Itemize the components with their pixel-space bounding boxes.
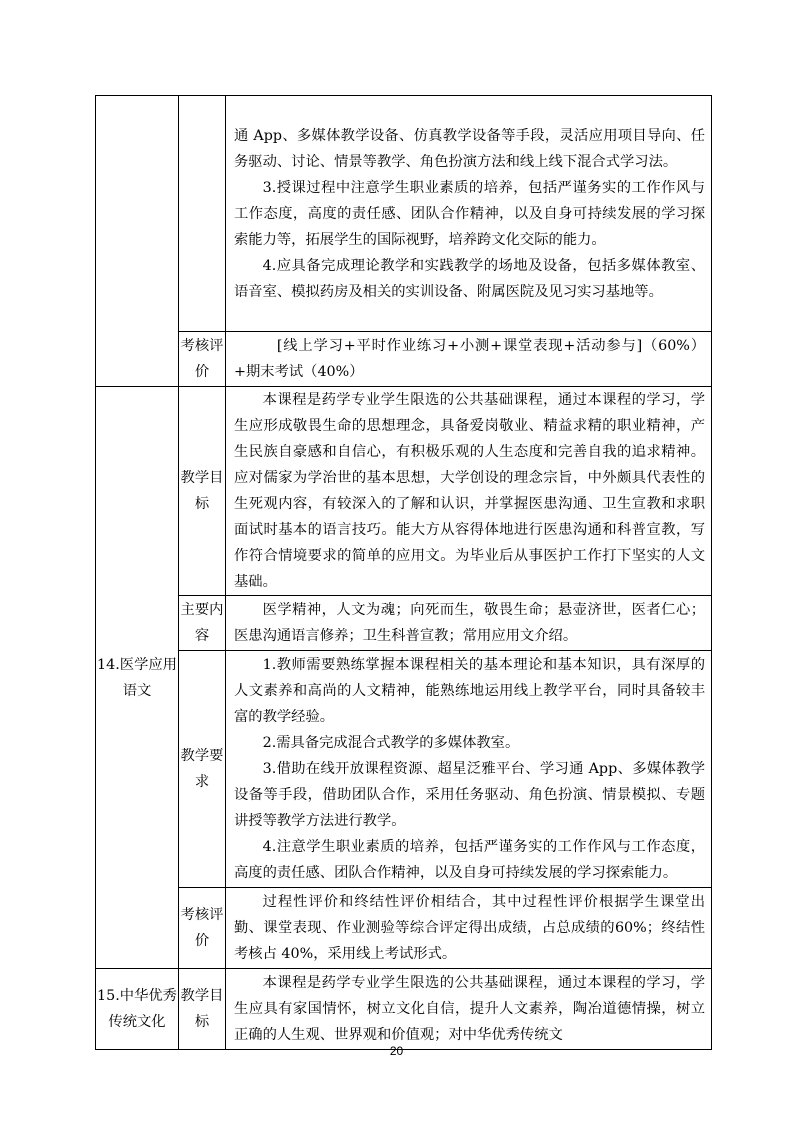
text-cell [226,596,712,651]
table-row [96,969,712,1050]
paragraph: 医学精神，人文为魂；向死而生，敬畏生命；悬壶济世，医者仁心；医患沟通语言修养；卫生科普宣教；常用应用文介绍。 [234,602,705,644]
paragraph: [线上学习+平时作业练习+小测+课堂表现+活动参与]（60%）+期末考试（40%） [234,338,705,380]
text-cell [226,651,712,888]
paragraph: 3.借助在线开放课程资源、超星泛雅平台、学习通 App、多媒体教学设备等手段，借助团队合作，采用任务驱动、角色扮演、情景模拟、专题讲授等教学方法进行教学。 [234,761,705,829]
paragraph: 2.需具备完成混合式教学的多媒体教室。 [262,735,520,751]
label-cell: 考核评价 [179,332,226,387]
label-cell: 考核评价 [179,888,226,969]
page-number: 20 [389,1044,404,1058]
paragraph: 本课程是药学专业学生限选的公共基础课程，通过本课程的学习，学生应形成敬畏生命的思想理念，具备爱岗敬业、精益求精的职业精神，产生民族自豪感和自信心，有积极乐观的人生态度和完善自我的追求精神。应对儒家为学治世的基本思想，大学创设的理念宗旨，中外颇具代表性的生死观内容，有较深入的了解和认识，并掌握医患沟通、卫生宣教和求职面试时基本的语言技巧。能大方从容得体地进行医患沟通和科普宣教，写作符合情境要求的简单的应用文。为毕业后从事医护工作打下坚实的人文基础。 [234,392,705,590]
paragraph: 本课程是药学专业学生限选的公共基础课程，通过本课程的学习，学生应具有家国情怀，树立文化自信，提升人文素养，陶冶道德情操，树立正确的人生观、世界观和价值观；对中华优秀传统文 [234,975,705,1043]
label-cell: 主要内容 [179,596,226,651]
text-cell [226,332,712,387]
table-row [96,888,712,969]
label-cell-13-req [179,96,226,332]
course-name-cell: 15.中华优秀传统文化 [96,969,179,1050]
text-cell [226,969,712,1050]
text-cell [226,888,712,969]
table-row [96,651,712,888]
table-row [96,332,712,387]
paragraph: 3.授课过程中注意学生职业素质的培养，包括严谨务实的工作作风与工作态度，高度的责任感、团队合作精神，以及自身可持续发展的学习探索能力等，拓展学生的国际视野，培养跨文化交际的能力。 [234,179,705,248]
paragraph: 1.教师需要熟练掌握本课程相关的基本理论和基本知识，具有深厚的人文素养和高尚的人文精神，能熟练地运用线上教学平台，同时具备较丰富的教学经验。 [234,657,705,725]
text-cell [226,387,712,596]
label-cell: 教学目标 [179,969,226,1050]
paragraph: 过程性评价和终结性评价相结合，其中过程性评价根据学生课堂出勤、课堂表现、作业测验等综合评定得出成绩，占总成绩的60%；终结性考核占 40%，采用线上考试形式。 [234,894,705,962]
table-row [96,96,712,332]
paragraph: 4.注意学生职业素质的培养，包括严谨务实的工作作风与工作态度，高度的责任感、团队合作精神，以及自身可持续发展的学习探索能力。 [234,839,705,881]
paragraph: 通 App、多媒体教学设备、仿真教学设备等手段，灵活应用项目导向、任务驱动、讨论、情景等教学、角色扮演方法和线上线下混合式学习法。 [234,127,705,170]
label-cell: 教学要求 [179,651,226,888]
course-table [95,95,712,1050]
label-cell: 教学目标 [179,387,226,596]
text-cell-13-req [226,96,712,332]
course-name-cell: 14.医学应用语文 [96,387,179,969]
table-row [96,387,712,596]
table-row [96,596,712,651]
course-cell-13 [96,96,179,387]
paragraph: 4.应具备完成理论教学和实践教学的场地及设备，包括多媒体教室、语音室、模拟药房及相关的实训设备、附属医院及见习实习基地等。 [234,257,705,300]
